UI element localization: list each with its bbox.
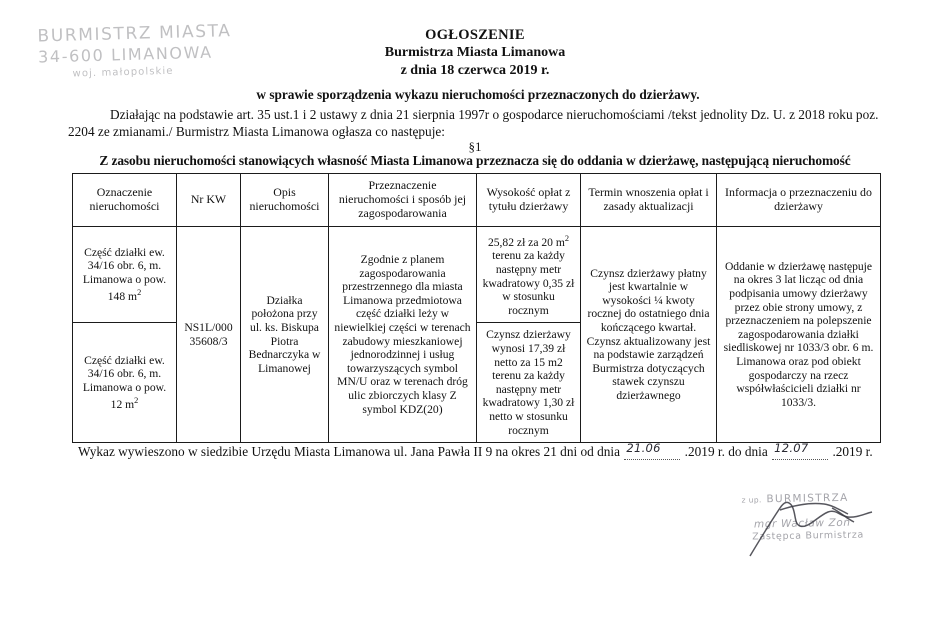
- posting-note-part-2: .2019 r. do dnia: [684, 444, 768, 459]
- cell-informacja: Oddanie w dzierżawę następuje na okres 3 lat licząc od dnia podpisania umowy dzierżawy przez obie strony umowy, z przeznaczeniem na polepszenie zagospodarowania działki siedliskowej nr 1033/3 obr. 6 m. Limanowa oraz pod obiekt gospodarczy na rzecz współwłaścicieli działki nr 1033/3.: [717, 227, 881, 443]
- cell-nr-kw-line-1: NS1L/000: [184, 320, 233, 334]
- paragraph-sign: §1: [468, 139, 482, 154]
- cell-nr-kw-line-2: 35608/3: [189, 334, 228, 348]
- date-from-handwritten: 21.06: [626, 441, 661, 455]
- cell-oplaty-row-1: [477, 227, 581, 323]
- paragraph-lead: Z zasobu nieruchomości stanowiących własność Miasta Limanowa przeznacza się do oddania w dzierżawę, następującą nieruchomość: [99, 153, 851, 168]
- signature-role: Zastępca Burmistrza: [752, 529, 865, 543]
- intro-subject: w sprawie sporządzenia wykazu nieruchomości przeznaczonych do dzierżawy.: [256, 87, 700, 102]
- signature-stamp-top: [741, 490, 931, 505]
- cell-oznaczenie-row-2-text: Część działki ew. 34/16 obr. 6, m. Limanowa o pow. 12 m: [82, 353, 167, 412]
- cell-przeznaczenie: Zgodnie z planem zagospodarowania przestrzennego dla miasta Limanowa przedmiotowa część działki leży w niewielkiej części w terenach zabudowy mieszkaniowej jednorodzinnej i usług towarzyszących symbol MN/U oraz w terenach dróg ulic zbiorczych klasy Z symbol KDZ(20): [329, 227, 477, 443]
- unit-exponent: 2: [134, 396, 139, 406]
- signature-prefix: z up.: [741, 495, 762, 505]
- cell-oplaty-row-1-amount: 25,82 zł za 20 m: [487, 235, 565, 249]
- cell-termin: Czynsz dzierżawy płatny jest kwartalnie w wysokości ¼ kwoty rocznej do ostatniego dnia kończącego kwartał. Czynsz aktualizowany jest na podstawie zarządzeń Burmistrza dotyczących stawek czynszu dzierżawnego: [581, 227, 717, 443]
- page-title: OGŁOSZENIE: [425, 27, 525, 43]
- column-header-termin: Termin wnoszenia opłat i zasady aktualizacji: [581, 174, 717, 227]
- cell-oznaczenie-row-2: [73, 323, 177, 443]
- cell-opis: Działka położona przy ul. ks. Biskupa Piotra Bednarczyka w Limanowej: [241, 227, 329, 443]
- unit-exponent: 2: [564, 234, 570, 243]
- signature-name: mgr Wacław Zoń: [753, 516, 851, 531]
- date-from-field[interactable]: [624, 441, 680, 460]
- date-to-field[interactable]: [772, 441, 828, 460]
- column-header-oznaczenie: Oznaczenie nieruchomości: [73, 174, 177, 227]
- title-date: z dnia 18 czerwca 2019 r.: [400, 63, 550, 78]
- intro-legal-basis: Działając na podstawie art. 35 ust.1 i 2 ustawy z dnia 21 sierpnia 1997r o gospodarce nieruchomościami /tekst jednolity Dz. U. z 2018 roku poz. 2204 ze zmianami./ Burmistrz Miasta Limanowa ogłasza co następuje:: [68, 106, 879, 140]
- handwritten-signature-icon: [736, 486, 946, 558]
- cell-nr-kw: [177, 227, 241, 443]
- document-title-block: [0, 26, 950, 80]
- column-header-opis: Opis nieruchomości: [241, 174, 329, 227]
- date-to-handwritten: 12.07: [774, 441, 809, 455]
- posting-note-part-3: .2019 r.: [832, 444, 873, 459]
- property-list-table: [72, 173, 881, 443]
- title-authority: Burmistrza Miasta Limanowa: [384, 45, 566, 60]
- intro-block: [68, 86, 888, 141]
- cell-oznaczenie-row-1: [73, 227, 177, 323]
- column-header-przeznaczenie: Przeznaczenie nieruchomości i sposób jej zagospodarowania: [329, 174, 477, 227]
- table-header-row: [73, 174, 881, 227]
- column-header-nr-kw: Nr KW: [177, 174, 241, 227]
- signature-authority: BURMISTRZA: [766, 491, 849, 506]
- unit-exponent: 2: [137, 288, 142, 298]
- office-stamp-line-1: BURMISTRZ MIASTA: [37, 21, 232, 47]
- signature-stamp: [741, 490, 932, 559]
- office-stamp-line-3: woj. małopolskie: [72, 65, 174, 80]
- cell-oznaczenie-row-1-text: Część działki ew. 34/16 obr. 6, m. Limanowa o pow. 148 m: [82, 245, 167, 304]
- column-header-wysokosc-oplat: Wysokość opłat z tytułu dzierżawy: [477, 174, 581, 227]
- office-stamp-line-2: 34-600 LIMANOWA: [37, 42, 213, 67]
- cell-oplaty-row-2: Czynsz dzierżawy wynosi 17,39 zł netto za 15 m2 terenu za każdy następny metr kwadratowy 1,30 zł netto w stosunku rocznym: [477, 323, 581, 443]
- cell-oplaty-row-1-rest: terenu za każdy następny metr kwadratowy 0,35 zł w stosunku rocznym: [482, 249, 575, 317]
- posting-note: [78, 443, 878, 460]
- table-row: [73, 227, 881, 323]
- posting-note-part-1: Wykaz wywieszono w siedzibie Urzędu Miasta Limanowa ul. Jana Pawła II 9 na okres 21 dni od dnia: [78, 444, 621, 459]
- column-header-informacja: Informacja o przeznaczeniu do dzierżawy: [717, 174, 881, 227]
